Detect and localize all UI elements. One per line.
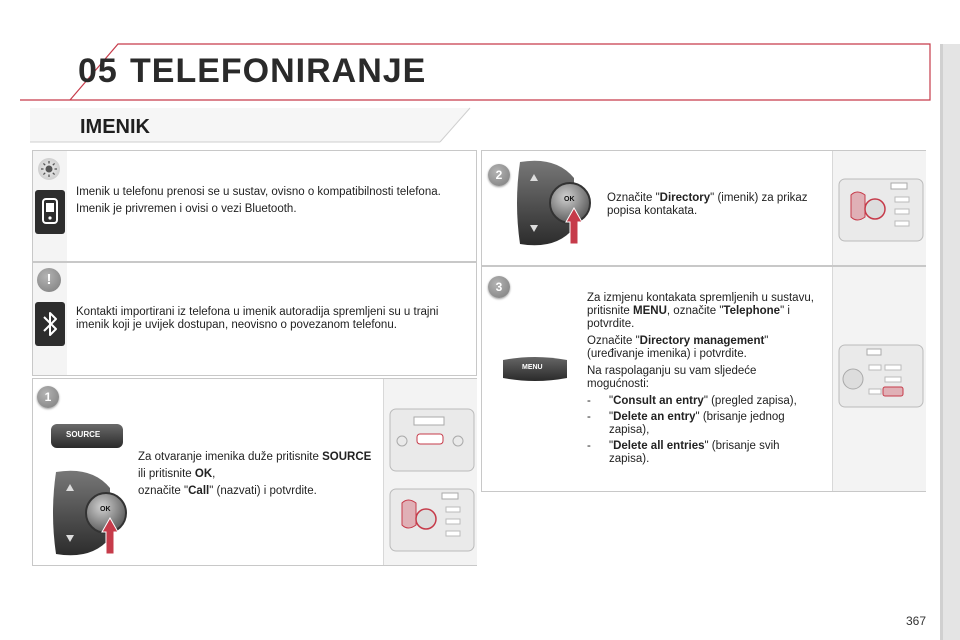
step-3-dashboard-image: [832, 267, 926, 491]
step-1-badge: 1: [37, 386, 59, 408]
step-3-p1-suffix: " i potvrdite.: [587, 305, 790, 330]
section-title: IMENIK: [80, 116, 150, 138]
step-3-p2-prefix: Označite ": [587, 335, 640, 347]
directory-management-keyword: Directory management: [639, 335, 765, 347]
ok-keyword: OK: [194, 468, 213, 480]
step-1-dashboard-image: [383, 379, 477, 565]
step-2-badge: 2: [488, 164, 510, 186]
steering-control-1: [48, 468, 136, 558]
step-3-text: [587, 292, 819, 469]
call-keyword: Call: [188, 485, 210, 497]
option-keyword: Delete all entries: [613, 440, 705, 452]
step-3-badge: 3: [488, 276, 510, 298]
ok-button-label: OK: [100, 506, 111, 513]
phone-icon: [35, 190, 65, 234]
warning-icon: !: [37, 268, 61, 292]
step-3-p3: Na raspolaganju su vam sljedeće mogućnosti:: [587, 365, 757, 390]
source-button-label: SOURCE: [66, 430, 101, 439]
bluetooth-icon: [35, 302, 65, 346]
step-2-dashboard-image: [832, 151, 926, 265]
step-3-p1-mid: , označite ": [666, 305, 724, 317]
step-1-line2-prefix: ili pritisnite: [138, 468, 195, 480]
step-3-p2-suffix: " (uređivanje imenika) i potvrdite.: [587, 335, 769, 360]
step-2-text: [607, 192, 822, 218]
lightbulb-icon: [38, 158, 60, 180]
telephone-keyword: Telephone: [723, 305, 781, 317]
step-2-suffix: " (imenik) za prikaz popisa kontakata.: [607, 192, 808, 217]
option-item: - "Delete all entries" (brisanje svih zapisa).: [587, 440, 780, 465]
option-item: - "Delete an entry" (brisanje jednog zapisa),: [587, 411, 785, 436]
option-item: - "Consult an entry" (pregled zapisa),: [587, 395, 797, 407]
warning-text: Kontakti importirani iz telefona u imenik autoradija spremljeni su u trajni imenik koji je uvijek dostupan, neovisno o povezanom telefonu.: [76, 306, 439, 331]
source-keyword: SOURCE: [322, 451, 372, 463]
chapter-number: 05: [78, 52, 118, 90]
menu-button: [500, 354, 570, 384]
step-3-p1-prefix: Za izmjenu kontakata spremljenih u sustavu, pritisnite: [587, 292, 814, 317]
step-1-line2-suffix: ,: [212, 468, 216, 480]
option-keyword: Consult an entry: [613, 395, 704, 407]
directory-keyword: Directory: [659, 192, 711, 204]
info-line-1: Imenik u telefonu prenosi se u sustav, ovisno o kompatibilnosti telefona.: [76, 186, 441, 198]
info-line-2: Imenik je privremen i ovisi o vezi Bluetooth.: [76, 203, 297, 215]
chapter-title: TELEFONIRANJE: [130, 52, 427, 90]
ok-button-label-2: OK: [564, 196, 575, 203]
step-1-line1-prefix: Za otvaranje imenika duže pritisnite: [138, 451, 323, 463]
step-1-line3-suffix: " (nazvati) i potvrdite.: [209, 485, 317, 497]
page-number: 367: [906, 614, 927, 628]
info-text: [76, 186, 451, 220]
options-list: [587, 395, 819, 466]
steering-control-2: [512, 158, 600, 248]
menu-button-label: MENU: [522, 364, 543, 371]
source-button: [50, 423, 124, 449]
option-keyword: Delete an entry: [613, 411, 696, 423]
step-1-text: [138, 451, 373, 502]
menu-keyword: MENU: [633, 305, 667, 317]
step-2-prefix: Označite ": [607, 192, 660, 204]
step-1-line3-prefix: označite ": [138, 485, 189, 497]
